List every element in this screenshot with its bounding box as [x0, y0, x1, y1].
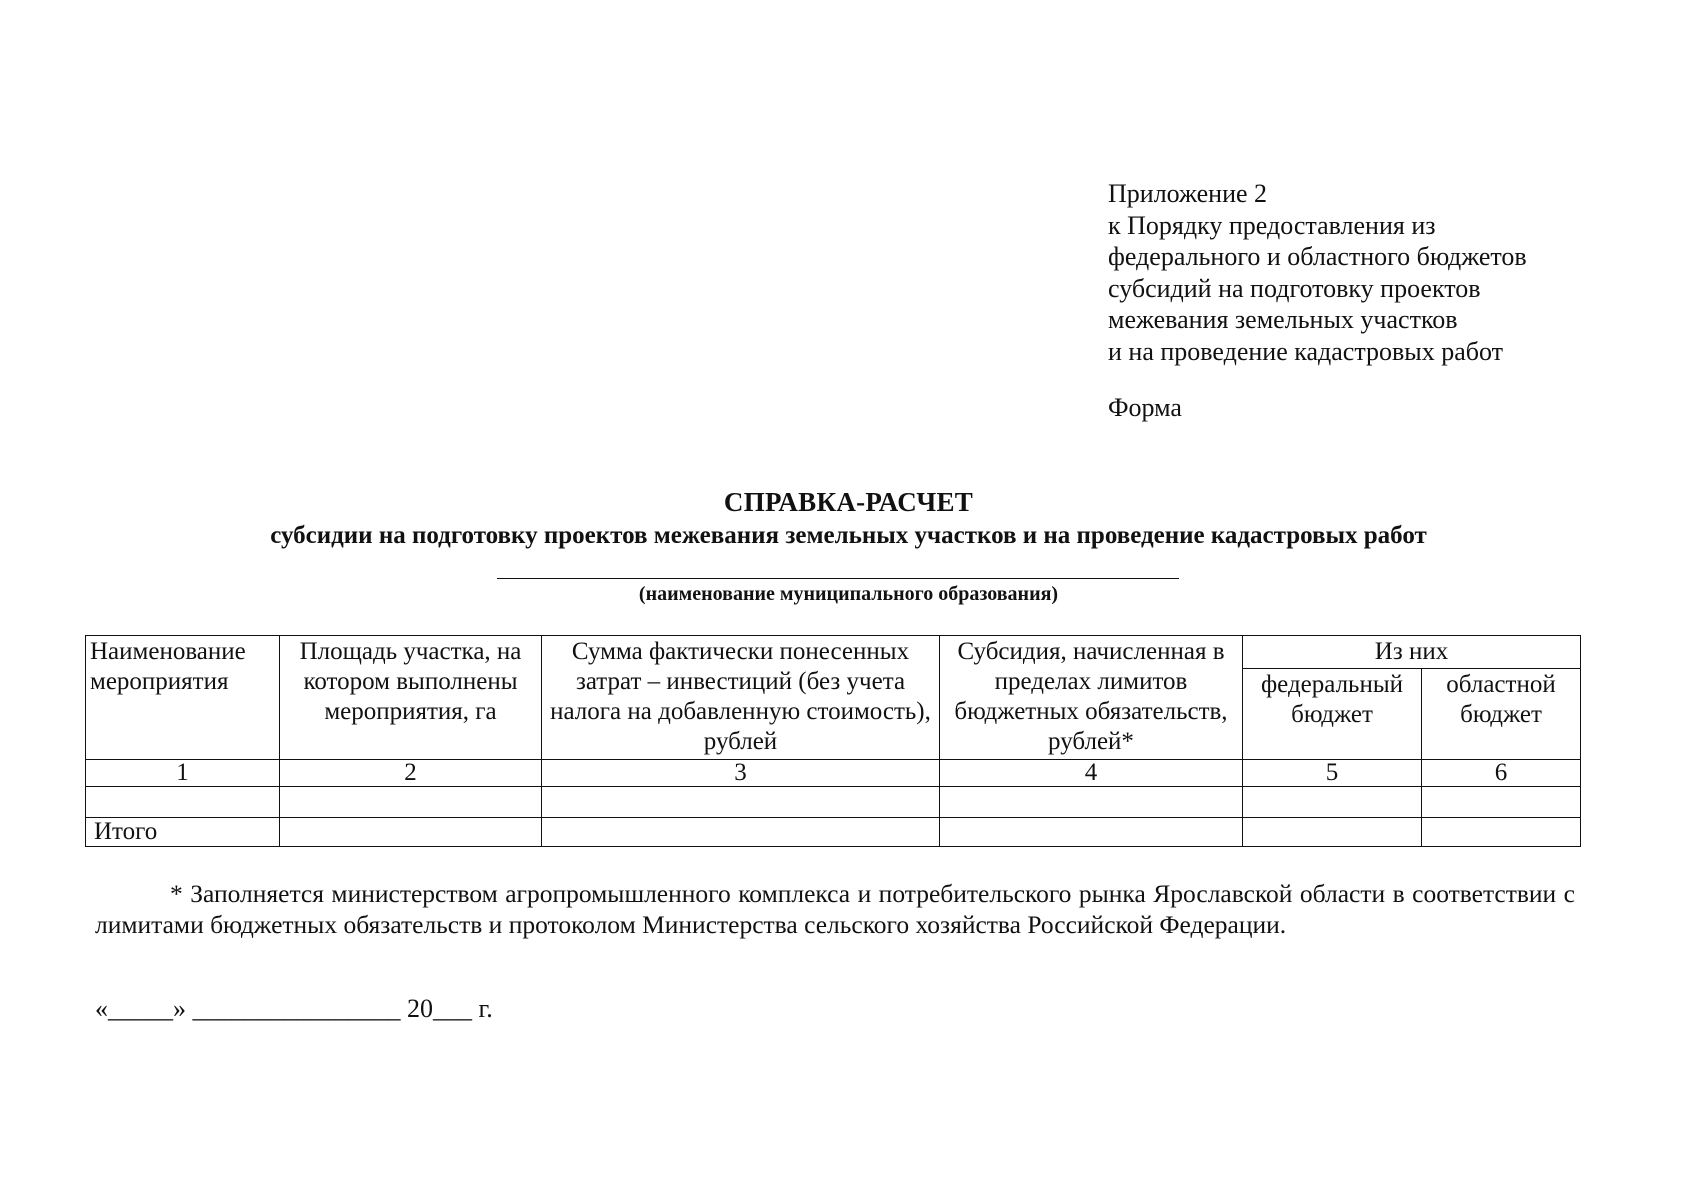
table-cell: [1243, 818, 1422, 847]
appendix-block: [1108, 178, 1527, 367]
column-header-subsidy: Субсидия, начисленная в пределах лимитов бюджетных обязательств, рублей*: [940, 636, 1243, 760]
table-cell: [940, 787, 1243, 818]
document-title: СПРАВКА-РАСЧЕТ: [723, 487, 974, 517]
municipality-blank-line: [497, 578, 1179, 579]
appendix-line: межевания земельных участков: [1108, 305, 1458, 334]
table-cell: [1243, 787, 1422, 818]
municipality-caption: (наименование муниципального образования): [638, 583, 1059, 605]
column-header-federal: федеральный бюджет: [1243, 669, 1422, 760]
column-number: 4: [940, 760, 1243, 787]
date-line: «_____» ________________ 20___ г.: [95, 994, 493, 1023]
table-row: [86, 787, 1581, 818]
document-subtitle: субсидии на подготовку проектов межевания земельных участков и на проведение кадастровых работ: [270, 522, 1427, 549]
column-number: 6: [1422, 760, 1581, 787]
table-cell: [542, 818, 940, 847]
table-cell: [280, 818, 542, 847]
form-label: Форма: [1108, 393, 1182, 422]
total-row: [86, 818, 1581, 847]
table-cell: [86, 787, 280, 818]
column-group-header: Из них: [1243, 636, 1581, 669]
column-number: 2: [280, 760, 542, 787]
table-cell: [940, 818, 1243, 847]
table-cell: [542, 787, 940, 818]
table-cell: [280, 787, 542, 818]
table-cell: [1422, 787, 1581, 818]
appendix-line: Приложение 2: [1108, 179, 1268, 208]
column-header-regional: областной бюджет: [1422, 669, 1581, 760]
appendix-line: субсидий на подготовку проектов: [1108, 273, 1481, 303]
total-label: Итого: [86, 818, 280, 847]
column-number-row: [86, 760, 1581, 787]
column-number: 3: [542, 760, 940, 787]
column-header-event: Наименование мероприятия: [86, 636, 280, 760]
column-header-area: Площадь участка, на котором выполнены мероприятия, га: [280, 636, 542, 760]
column-number: 5: [1243, 760, 1422, 787]
column-number: 1: [86, 760, 280, 787]
appendix-line: к Порядку предоставления из: [1108, 210, 1436, 240]
appendix-line: и на проведение кадастровых работ: [1108, 336, 1504, 366]
calculation-table: [85, 635, 1581, 847]
column-header-costs: Сумма фактически понесенных затрат – инвестиций (без учета налога на добавленную стоимость), рублей: [542, 636, 940, 760]
appendix-line: федерального и областного бюджетов: [1108, 242, 1527, 271]
table-cell: [1422, 818, 1581, 847]
footnote: * Заполняется министерством агропромышленного комплекса и потребительского рынка Ярославской области в соответствии с лимитами бюджетных обязательств и протоколом Министерства сельского хозяйства Российской Федерации.: [95, 879, 1575, 939]
